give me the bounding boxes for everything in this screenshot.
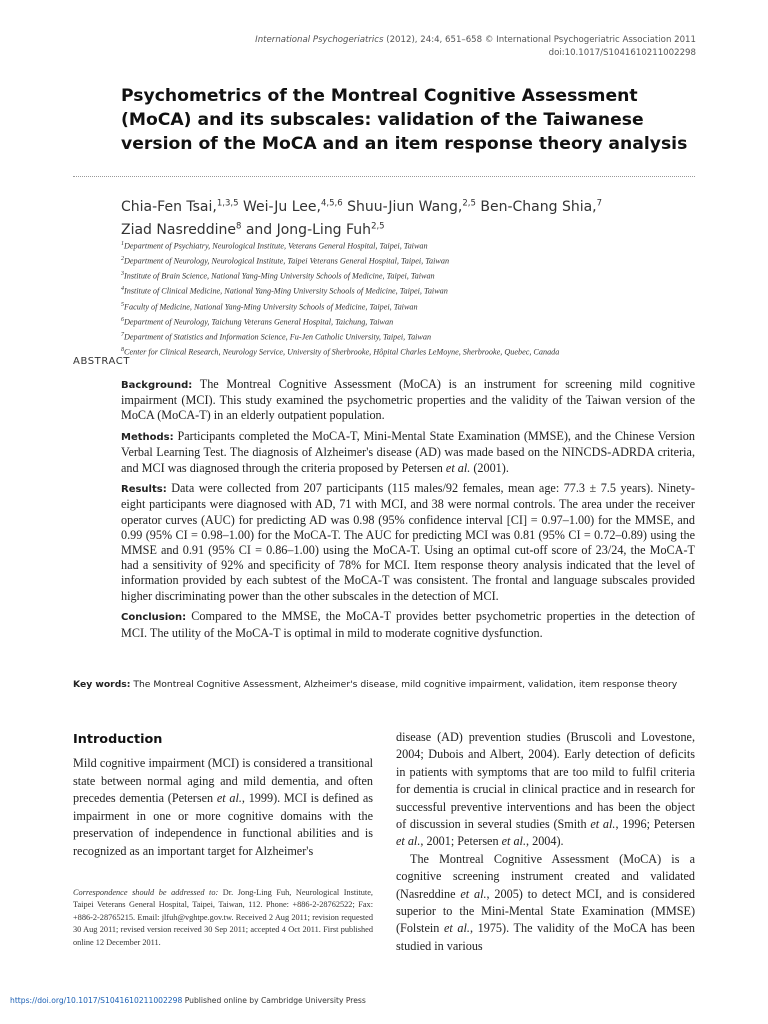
affiliation: $^1$Department of Psychiatry, Neurological Institute, Veterans General Hospital, Taipei, Taiwan	[121, 241, 428, 251]
body-paragraph: disease (AD) prevention studies (Bruscoli and Lovestone, 2004; Dubois and Albert, 2004). Early detection of deficits in patients with symptoms that are too mild to fulfil criteria for dementia is crucial in clinical practice and in research for successful preventive interventions and has been the object of discussion in several studies (Smith et al., 1996; Petersen et al., 2001; Petersen et al., 2004).	[396, 730, 695, 849]
author: Chia-Fen Tsai,$^{1,3,5}$	[121, 198, 239, 215]
abstract-body	[121, 377, 695, 646]
journal-citation	[255, 34, 696, 47]
body-column-right	[396, 729, 695, 955]
abstract-conclusion: Conclusion: Compared to the MMSE, the MoCA-T provides better psychometric properties in the detection of MCI. The utility of the MoCA-T is optimal in mild to moderate cognitive dysfunction.	[121, 609, 695, 640]
affiliation: $^8$Center for Clinical Research, Neurology Service, University of Sherbrooke, Hôpital Charles LeMoyne, Sherbrooke, Quebec, Canada	[121, 346, 560, 357]
abstract-heading: ABSTRACT	[73, 356, 131, 367]
affiliation: $^6$Department of Neurology, Taichung Veterans General Hospital, Taichung, Taiwan	[121, 316, 394, 327]
affiliation: $^2$Department of Neurology, Neurological Institute, Taipei Veterans General Hospital, Taipei, Taiwan	[121, 256, 450, 266]
keywords: Key words: The Montreal Cognitive Assessment, Alzheimer's disease, mild cognitive impairment, validation, item response theory	[73, 679, 678, 690]
body-paragraph: The Montreal Cognitive Assessment (MoCA) is a cognitive screening instrument created and validated (Nasreddine et al., 2005) to detect MCI, and is considered superior to the Mini-Mental State Examination (MMSE) (Folstein et al., 1975). The validity of the MoCA has been studied in various	[396, 851, 695, 953]
affiliation: $^3$Institute of Brain Science, National Yang-Ming University Schools of Medicine, Taipei, Taiwan	[121, 271, 435, 282]
page-footer: https://doi.org/10.1017/S1041610211002298 Published online by Cambridge University Press	[10, 996, 366, 1005]
title-divider	[73, 176, 695, 177]
author: Ben-Chang Shia,$^7$	[480, 198, 603, 215]
author: Ziad Nasreddine$^8$	[121, 221, 242, 239]
journal-doi: doi:10.1017/S1041610211002298	[548, 48, 696, 58]
author: and Jong-Ling Fuh$^{2,5}$	[245, 221, 385, 239]
journal-header	[255, 34, 696, 60]
body-paragraph: Mild cognitive impairment (MCI) is considered a transitional state between normal aging and mild dementia, and often precedes dementia (Petersen et al., 1999). MCI is defined as impairment in one or more cognitive domains with the preservation of independence in functional abilities and is recognized as an important target for Alzheimer's	[73, 756, 373, 858]
author: Shuu-Jiun Wang,$^{2,5}$	[347, 198, 476, 215]
abstract-background: Background: The Montreal Cognitive Assessment (MoCA) is an instrument for screening mild cognitive impairment (MCI). This study examined the psychometric properties and the validity of the Taiwan version of the MoCA (MoCA-T) in an elderly outpatient population.	[121, 377, 695, 423]
affiliation: $^7$Department of Statistics and Information Science, Fu-Jen Catholic University, Taipei, Taiwan	[121, 331, 432, 342]
correspondence-footnote: Correspondence should be addressed to: Dr. Jong-Ling Fuh, Neurological Institute, Taipei Veterans General Hospital, Taipei, Taiwan, 112. Phone: +886-2-28762522; Fax: +886-2-28765215. Email: jlfuh@vghtpe.gov.tw. Received 2 Aug 2011; revision requested 30 Aug 2011; revised version received 30 Sep 2011; accepted 4 Oct 2011. First published online 12 December 2011.	[73, 888, 373, 947]
doi-link[interactable]: https://doi.org/10.1017/S1041610211002298	[10, 996, 183, 1005]
author: Wei-Ju Lee,$^{4,5,6}$	[242, 198, 343, 215]
abstract-methods: Methods: Participants completed the MoCA-T, Mini-Mental State Examination (MMSE), and the Chinese Version Verbal Learning Test. The diagnosis of Alzheimer's disease (AD) was made based on the NINCDS-ADRDA criteria, and MCI was diagnosed through the criteria proposed by Petersen et al. (2001).	[121, 429, 695, 475]
affiliation-list	[121, 238, 701, 359]
affiliation: $^4$Institute of Clinical Medicine, National Yang-Ming University Schools of Medicine, Taipei, Taiwan	[121, 286, 448, 297]
author-list	[121, 193, 681, 240]
section-heading-introduction: Introduction	[73, 732, 163, 747]
body-column-left	[73, 755, 373, 861]
article-title: Psychometrics of the Montreal Cognitive Assessment (MoCA) and its subscales: validation of the Taiwanese version of the MoCA and an item response theory analysis	[121, 86, 688, 154]
affiliation: $^5$Faculty of Medicine, National Yang-Ming University Schools of Medicine, Taipei, Taiwan	[121, 301, 418, 312]
abstract-results: Results: Data were collected from 207 participants (115 males/92 females, mean age: 77.3 ± 7.5 years). Ninety-eight participants were diagnosed with AD, 71 with MCI, and 38 were normal controls. The area under the receiver operator curves (AUC) for predicting AD was 0.98 (95% confidence interval [CI] = 0.97–1.00) for the MMSE, and 0.99 (95% CI = 0.98–1.00) for the MoCA-T. The AUC for predicting MCI was 0.81 (95% CI = 0.72–0.89) using the MMSE and 0.91 (95% CI = 0.86–1.00) using the MoCA-T. Using an optimal cut-off score of 23/24, the MoCA-T had a sensitivity of 92% and specificity of 78% for MCI. Item response theory analysis indicated that the level of information provided by each subtest of the MoCA-T was consistent. The frontal and language subscales provided higher discriminating power than the other subscales in the detection of MCI.	[121, 481, 695, 603]
journal-name: International Psychogeriatrics	[255, 35, 384, 45]
citation-text: (2012), 24:4, 651–658 © International Psychogeriatric Association 2011	[383, 35, 696, 45]
